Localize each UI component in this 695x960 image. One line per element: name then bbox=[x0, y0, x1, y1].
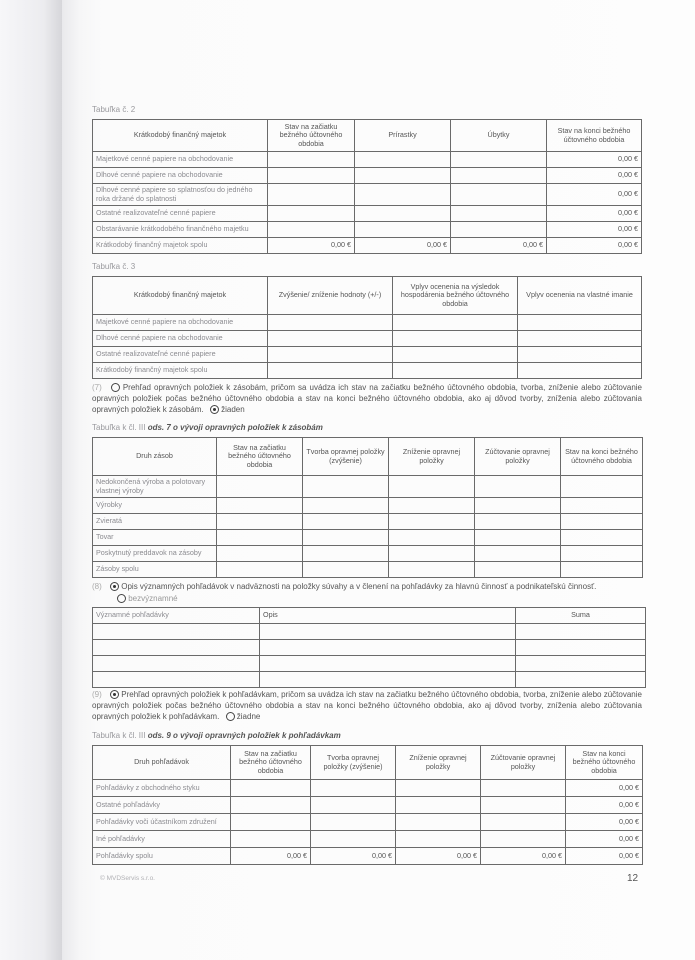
cell[interactable] bbox=[518, 315, 642, 331]
section9-text: Prehľad opravných položiek k pohľadávkam, pričom sa uvádza ich stav na začiatku bežného účtovného obdobia, tvorba, zníženie alebo zúčtovanie opravných položiek počas bežného účtovného obdobia a stav na konci bežného účtovného obdobia, ako aj dôvod tvorby, zníženia alebo zúčtovania opravných položiek k pohľadávkam. bbox=[92, 690, 642, 721]
row-label: Pohľadávky voči účastníkom združení bbox=[93, 814, 231, 831]
cell: 0,00 € bbox=[231, 848, 311, 865]
cell[interactable] bbox=[396, 831, 481, 848]
table-header: Významné pohľadávky bbox=[93, 608, 260, 624]
cell[interactable] bbox=[451, 222, 547, 238]
row-label: Pohľadávky z obchodného styku bbox=[93, 780, 231, 797]
row-label: Zásoby spolu bbox=[93, 562, 217, 578]
table-header: Stav na konci bežného účtovného obdobia bbox=[566, 746, 643, 780]
row-label: Výrobky bbox=[93, 498, 217, 514]
table-row bbox=[93, 656, 646, 672]
table2-header: Krátkodobý finančný majetok bbox=[93, 120, 268, 152]
caption-prefix: Tabuľka k čl. III bbox=[92, 731, 146, 740]
caption-prefix: Tabuľka k čl. III bbox=[92, 423, 146, 432]
row-label: Ostatné realizovateľné cenné papiere bbox=[93, 347, 268, 363]
cell: 0,00 € bbox=[311, 848, 396, 865]
table3-header: Vplyv ocenenia na vlastné imanie bbox=[518, 277, 642, 315]
cell[interactable] bbox=[481, 814, 566, 831]
section7-paragraph bbox=[92, 382, 642, 415]
cell[interactable] bbox=[475, 562, 561, 578]
cell[interactable] bbox=[217, 514, 303, 530]
cell: 0,00 € bbox=[547, 206, 642, 222]
section9-none-label: žiadne bbox=[236, 712, 261, 721]
cell[interactable] bbox=[231, 814, 311, 831]
cell[interactable] bbox=[268, 315, 393, 331]
cell[interactable] bbox=[518, 363, 642, 379]
cell[interactable] bbox=[303, 546, 389, 562]
cell[interactable] bbox=[260, 672, 516, 688]
radio-section7-desc[interactable] bbox=[111, 383, 120, 392]
cell[interactable] bbox=[268, 222, 355, 238]
cell[interactable] bbox=[389, 530, 475, 546]
section-marker: (9) bbox=[92, 690, 102, 699]
cell[interactable] bbox=[311, 814, 396, 831]
table-row bbox=[93, 206, 642, 222]
table-header: Stav na konci bežného účtovného obdobia bbox=[561, 438, 643, 476]
row-label: Majetkové cenné papiere na obchodovanie bbox=[93, 315, 268, 331]
table-header: Druh zásob bbox=[93, 438, 217, 476]
section9-table-caption bbox=[92, 731, 341, 740]
receivables-provisions-table bbox=[92, 745, 643, 865]
table-header: Suma bbox=[516, 608, 646, 624]
scan-left-margin bbox=[0, 0, 62, 960]
table-header: Opis bbox=[260, 608, 516, 624]
row-label: Nedokončená výroba a polotovary vlastnej výroby bbox=[93, 476, 217, 498]
table-row-total bbox=[93, 238, 642, 254]
cell[interactable] bbox=[451, 152, 547, 168]
cell[interactable] bbox=[303, 514, 389, 530]
row-label: Krátkodobý finančný majetok spolu bbox=[93, 238, 268, 254]
table-row-total bbox=[93, 363, 642, 379]
table-row bbox=[93, 797, 643, 814]
cell[interactable] bbox=[481, 797, 566, 814]
section7-text: Prehľad opravných položiek k zásobám, pričom sa uvádza ich stav na začiatku bežného účtovného obdobia, tvorba, zníženie alebo zúčtovanie opravných položiek počas bežného účtovného obdobia a stav na konci bežného účtovného obdobia, ako aj dôvod tvorby, zníženia alebo zúčtovania opravných položiek k zásobám. bbox=[92, 383, 643, 414]
cell[interactable] bbox=[475, 476, 561, 498]
radio-section8-desc[interactable] bbox=[110, 582, 119, 591]
cell[interactable] bbox=[516, 624, 646, 640]
row-label: Ostatné pohľadávky bbox=[93, 797, 231, 814]
table-header: Zúčtovanie opravnej položky bbox=[481, 746, 566, 780]
cell[interactable] bbox=[355, 152, 451, 168]
table-header: Tvorba opravnej položky (zvýšenie) bbox=[303, 438, 389, 476]
cell[interactable] bbox=[217, 476, 303, 498]
cell[interactable] bbox=[561, 562, 643, 578]
cell[interactable] bbox=[355, 222, 451, 238]
cell[interactable] bbox=[396, 797, 481, 814]
cell[interactable] bbox=[475, 530, 561, 546]
table-row bbox=[93, 546, 643, 562]
cell: 0,00 € bbox=[268, 238, 355, 254]
row-label: Iné pohľadávky bbox=[93, 831, 231, 848]
cell[interactable] bbox=[475, 514, 561, 530]
footer-company: © MVDServis s.r.o. bbox=[100, 875, 155, 882]
table-header: Zníženie opravnej položky bbox=[396, 746, 481, 780]
cell[interactable] bbox=[355, 168, 451, 184]
table-row bbox=[93, 530, 643, 546]
cell[interactable] bbox=[475, 546, 561, 562]
row-label: Poskytnutý preddavok na zásoby bbox=[93, 546, 217, 562]
table-header: Tvorba opravnej položky (zvýšenie) bbox=[311, 746, 396, 780]
cell[interactable] bbox=[217, 498, 303, 514]
cell[interactable] bbox=[516, 640, 646, 656]
section-marker: (8) bbox=[92, 582, 102, 591]
cell: 0,00 € bbox=[355, 238, 451, 254]
cell: 0,00 € bbox=[547, 222, 642, 238]
cell[interactable] bbox=[93, 624, 260, 640]
cell[interactable] bbox=[561, 476, 643, 498]
cell[interactable] bbox=[396, 780, 481, 797]
cell[interactable] bbox=[93, 672, 260, 688]
cell[interactable] bbox=[260, 656, 516, 672]
cell: 0,00 € bbox=[481, 848, 566, 865]
table-row bbox=[93, 168, 642, 184]
cell[interactable] bbox=[268, 152, 355, 168]
table-row-total bbox=[93, 848, 643, 865]
section7-none-label: žiaden bbox=[221, 405, 245, 414]
cell[interactable] bbox=[93, 656, 260, 672]
table-row bbox=[93, 184, 642, 206]
section8-option-desc bbox=[92, 581, 652, 592]
table3-header: Krátkodobý finančný majetok bbox=[93, 277, 268, 315]
cell[interactable] bbox=[268, 363, 393, 379]
cell[interactable] bbox=[268, 168, 355, 184]
row-label: Dlhové cenné papiere na obchodovanie bbox=[93, 168, 268, 184]
cell[interactable] bbox=[561, 514, 643, 530]
cell: 0,00 € bbox=[547, 168, 642, 184]
cell[interactable] bbox=[303, 476, 389, 498]
cell[interactable] bbox=[268, 184, 355, 206]
cell[interactable] bbox=[303, 498, 389, 514]
cell[interactable] bbox=[475, 498, 561, 514]
table-header: Zníženie opravnej položky bbox=[389, 438, 475, 476]
cell: 0,00 € bbox=[547, 238, 642, 254]
table-header: Stav na začiatku bežného účtovného obdobia bbox=[231, 746, 311, 780]
cell[interactable] bbox=[516, 672, 646, 688]
cell[interactable] bbox=[389, 546, 475, 562]
cell[interactable] bbox=[231, 831, 311, 848]
cell: 0,00 € bbox=[566, 797, 643, 814]
cell[interactable] bbox=[389, 476, 475, 498]
caption-title: ods. 7 o vývoji opravných položiek k zásobám bbox=[147, 423, 323, 432]
cell[interactable] bbox=[481, 780, 566, 797]
cell: 0,00 € bbox=[396, 848, 481, 865]
cell[interactable] bbox=[217, 530, 303, 546]
section8-insignificant-label: bezvýznamné bbox=[128, 594, 178, 603]
cell[interactable] bbox=[389, 498, 475, 514]
table-row bbox=[93, 624, 646, 640]
cell[interactable] bbox=[393, 363, 518, 379]
cell[interactable] bbox=[451, 184, 547, 206]
cell: 0,00 € bbox=[566, 780, 643, 797]
cell: 0,00 € bbox=[566, 848, 643, 865]
cell[interactable] bbox=[451, 206, 547, 222]
cell[interactable] bbox=[260, 624, 516, 640]
radio-section9-none[interactable] bbox=[226, 712, 235, 721]
table2-header: Stav na začiatku bežného účtovného obdobia bbox=[268, 120, 355, 152]
row-label: Zvieratá bbox=[93, 514, 217, 530]
row-label: Majetkové cenné papiere na obchodovanie bbox=[93, 152, 268, 168]
cell[interactable] bbox=[303, 562, 389, 578]
section9-paragraph bbox=[92, 689, 642, 722]
table-row bbox=[93, 640, 646, 656]
cell[interactable] bbox=[389, 514, 475, 530]
row-label: Ostatné realizovateľné cenné papiere bbox=[93, 206, 268, 222]
row-label: Tovar bbox=[93, 530, 217, 546]
row-label: Pohľadávky spolu bbox=[93, 848, 231, 865]
cell[interactable] bbox=[231, 797, 311, 814]
cell[interactable] bbox=[561, 546, 643, 562]
section8-desc-label: Opis významných pohľadávok v nadväznosti na položky súvahy a v členení na pohľadávky za hlavnú činnosť a podnikateľskú činnosť. bbox=[121, 582, 597, 591]
cell[interactable] bbox=[451, 168, 547, 184]
table3-header: Vplyv ocenenia na výsledok hospodárenia bežného účtovného obdobia bbox=[393, 277, 518, 315]
table2-header: Stav na konci bežného účtovného obdobia bbox=[547, 120, 642, 152]
table-row bbox=[93, 476, 643, 498]
cell[interactable] bbox=[393, 315, 518, 331]
cell[interactable] bbox=[561, 498, 643, 514]
cell[interactable] bbox=[260, 640, 516, 656]
radio-section9-desc[interactable] bbox=[110, 690, 119, 699]
table2-header: Prírastky bbox=[355, 120, 451, 152]
cell[interactable] bbox=[93, 640, 260, 656]
cell[interactable] bbox=[393, 331, 518, 347]
table-header: Druh pohľadávok bbox=[93, 746, 231, 780]
radio-section7-none[interactable] bbox=[210, 405, 219, 414]
cell[interactable] bbox=[389, 562, 475, 578]
row-label: Dlhové cenné papiere na obchodovanie bbox=[93, 331, 268, 347]
table-header: Stav na začiatku bežného účtovného obdobia bbox=[217, 438, 303, 476]
table2 bbox=[92, 119, 642, 254]
cell[interactable] bbox=[268, 331, 393, 347]
cell[interactable] bbox=[518, 347, 642, 363]
row-label: Krátkodobý finančný majetok spolu bbox=[93, 363, 268, 379]
table-row bbox=[93, 315, 642, 331]
cell[interactable] bbox=[303, 530, 389, 546]
cell[interactable] bbox=[355, 206, 451, 222]
table-row bbox=[93, 152, 642, 168]
section7-table-caption bbox=[92, 423, 323, 432]
cell[interactable] bbox=[516, 656, 646, 672]
cell[interactable] bbox=[268, 347, 393, 363]
significant-receivables-table bbox=[92, 607, 646, 688]
cell[interactable] bbox=[561, 530, 643, 546]
cell[interactable] bbox=[481, 831, 566, 848]
table-row bbox=[93, 831, 643, 848]
table-row bbox=[93, 780, 643, 797]
page-number: 12 bbox=[627, 873, 639, 884]
table3 bbox=[92, 276, 642, 379]
row-label: Obstarávanie krátkodobého finančného majetku bbox=[93, 222, 268, 238]
cell[interactable] bbox=[311, 831, 396, 848]
cell[interactable] bbox=[311, 797, 396, 814]
radio-section8-insignificant[interactable] bbox=[117, 594, 126, 603]
cell: 0,00 € bbox=[566, 814, 643, 831]
cell: 0,00 € bbox=[547, 152, 642, 168]
table3-caption: Tabuľka č. 3 bbox=[92, 262, 136, 271]
table-row bbox=[93, 498, 643, 514]
table2-header: Úbytky bbox=[451, 120, 547, 152]
table-row bbox=[93, 672, 646, 688]
cell[interactable] bbox=[217, 546, 303, 562]
inventory-provisions-table bbox=[92, 437, 643, 578]
cell[interactable] bbox=[518, 331, 642, 347]
cell[interactable] bbox=[355, 184, 451, 206]
cell: 0,00 € bbox=[547, 184, 642, 206]
row-label: Dlhové cenné papiere so splatnosťou do jedného roka držané do splatnosti bbox=[93, 184, 268, 206]
table-row bbox=[93, 347, 642, 363]
table2-caption: Tabuľka č. 2 bbox=[92, 105, 136, 114]
cell[interactable] bbox=[231, 780, 311, 797]
table-row bbox=[93, 222, 642, 238]
cell[interactable] bbox=[268, 206, 355, 222]
cell[interactable] bbox=[311, 780, 396, 797]
caption-title: ods. 9 o vývoji opravných položiek k pohľadávkam bbox=[147, 731, 341, 740]
cell[interactable] bbox=[396, 814, 481, 831]
section8-option-insignificant bbox=[117, 593, 178, 604]
section-marker: (7) bbox=[92, 383, 102, 392]
table-row-total bbox=[93, 562, 643, 578]
table-header: Zúčtovanie opravnej položky bbox=[475, 438, 561, 476]
table-row bbox=[93, 814, 643, 831]
cell[interactable] bbox=[217, 562, 303, 578]
cell: 0,00 € bbox=[451, 238, 547, 254]
table-row bbox=[93, 514, 643, 530]
table3-header: Zvýšenie/ zníženie hodnoty (+/-) bbox=[268, 277, 393, 315]
table-row bbox=[93, 331, 642, 347]
cell: 0,00 € bbox=[566, 831, 643, 848]
cell[interactable] bbox=[393, 347, 518, 363]
